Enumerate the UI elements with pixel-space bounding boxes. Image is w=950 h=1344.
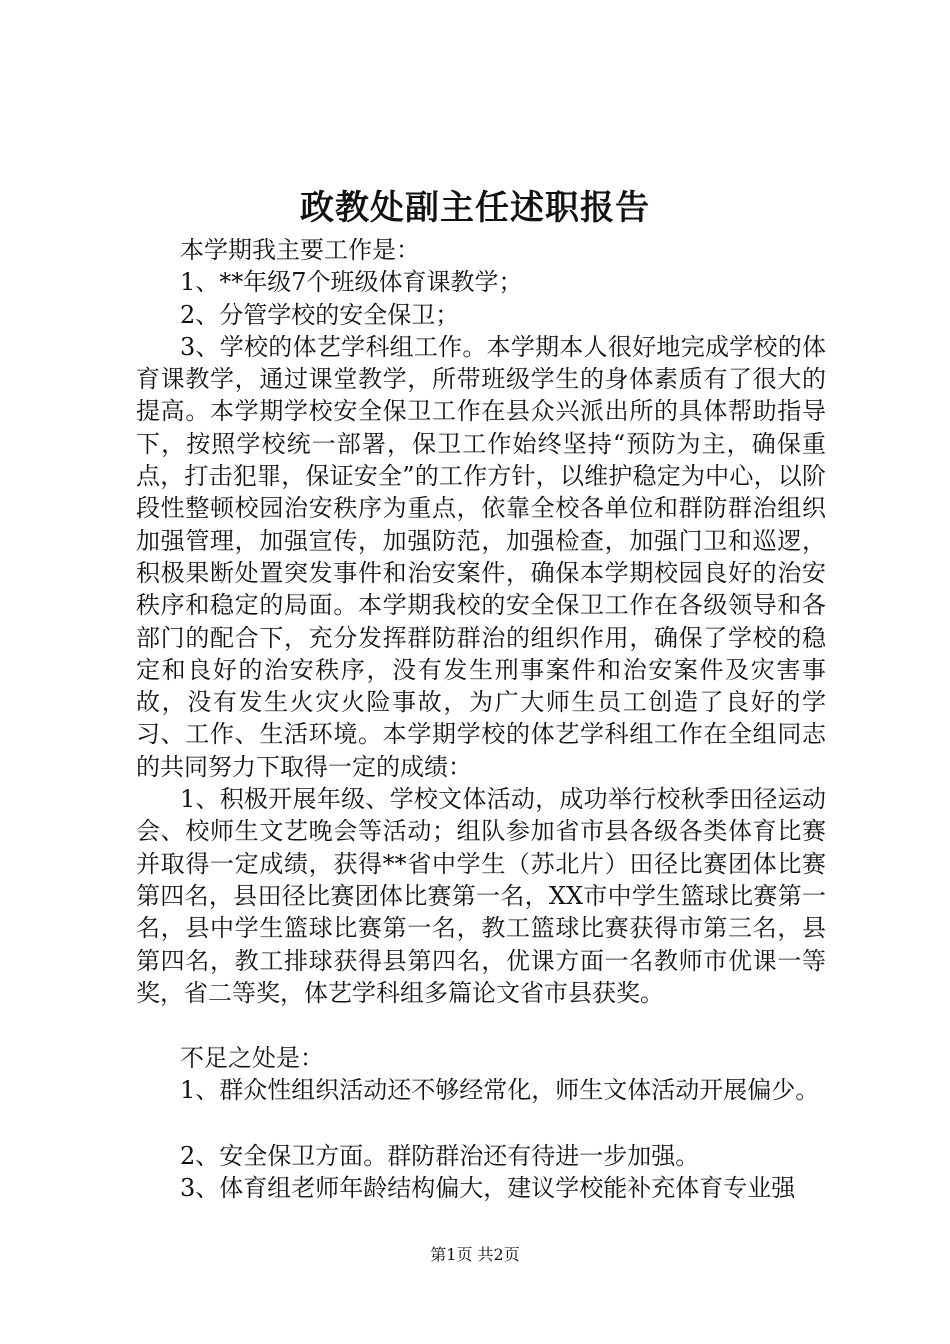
shortcoming-item-1: 1、群众性组织活动还不够经常化，师生文体活动开展偏少。 <box>180 1076 820 1105</box>
shortcoming-item-2: 2、安全保卫方面。群防群治还有待进一步加强。 <box>180 1141 700 1170</box>
intro-paragraph: 本学期我主要工作是： <box>180 236 420 264</box>
shortcoming-item-3: 3、体育组老师年龄结构偏大，建议学校能补充体育专业强 <box>180 1174 796 1203</box>
achievement-item-1: 1、积极开展年级、学校文体活动，成功举行校秋季田径运动会、校师生文艺晚会等活动；组队参加省市县各级各类体育比赛并取得一定成绩，获得**省中学生（苏北片）田径比赛团体比赛第四名，县田径比赛团体比赛第一名，XX市中学生篮球比赛第一名，县中学生篮球比赛第一名，教工篮球比赛获得市第三名，县第四名，教工排球获得县第四名，优课方面一名教师市优课一等奖，省二等奖，体艺学科组多篇论文省市县获奖。 <box>136 785 826 1007</box>
shortcomings-heading: 不足之处是： <box>180 1044 324 1073</box>
work-item-3: 3、学校的体艺学科组工作。本学期本人很好地完成学校的体育课教学，通过课堂教学，所带班级学生的身体素质有了很大的提高。本学期学校安全保卫工作在县众兴派出所的具体帮助指导下，按照学校统一部署，保卫工作始终坚持“预防为主，确保重点，打击犯罪，保证安全”的工作方针，以维护稳定为中心，以阶段性整顿校园治安秩序为重点，依靠全校各单位和群防群治组织加强管理，加强宣传，加强防范，加强检查，加强门卫和巡逻，积极果断处置突发事件和治安案件，确保本学期校园良好的治安秩序和稳定的局面。本学期我校的安全保卫工作在各级领导和各部门的配合下，充分发挥群防群治的组织作用，确保了学校的稳定和良好的治安秩序，没有发生刑事案件和治安案件及灾害事故，没有发生火灾火险事故，为广大师生员工创造了良好的学习、工作、生活环境。本学期学校的体艺学科组工作在全组同志的共同努力下取得一定的成绩： <box>136 332 826 781</box>
document-body <box>136 234 826 1204</box>
page-number-footer: 第1页 共2页 <box>430 1245 520 1264</box>
work-item-2: 2、分管学校的安全保卫； <box>180 300 460 329</box>
paragraph-gap <box>136 1009 826 1042</box>
paragraph-gap <box>136 1107 826 1140</box>
document-title: 政教处副主任述职报告 <box>300 188 650 228</box>
work-item-1: 1、**年级7个班级体育课教学； <box>180 268 523 297</box>
